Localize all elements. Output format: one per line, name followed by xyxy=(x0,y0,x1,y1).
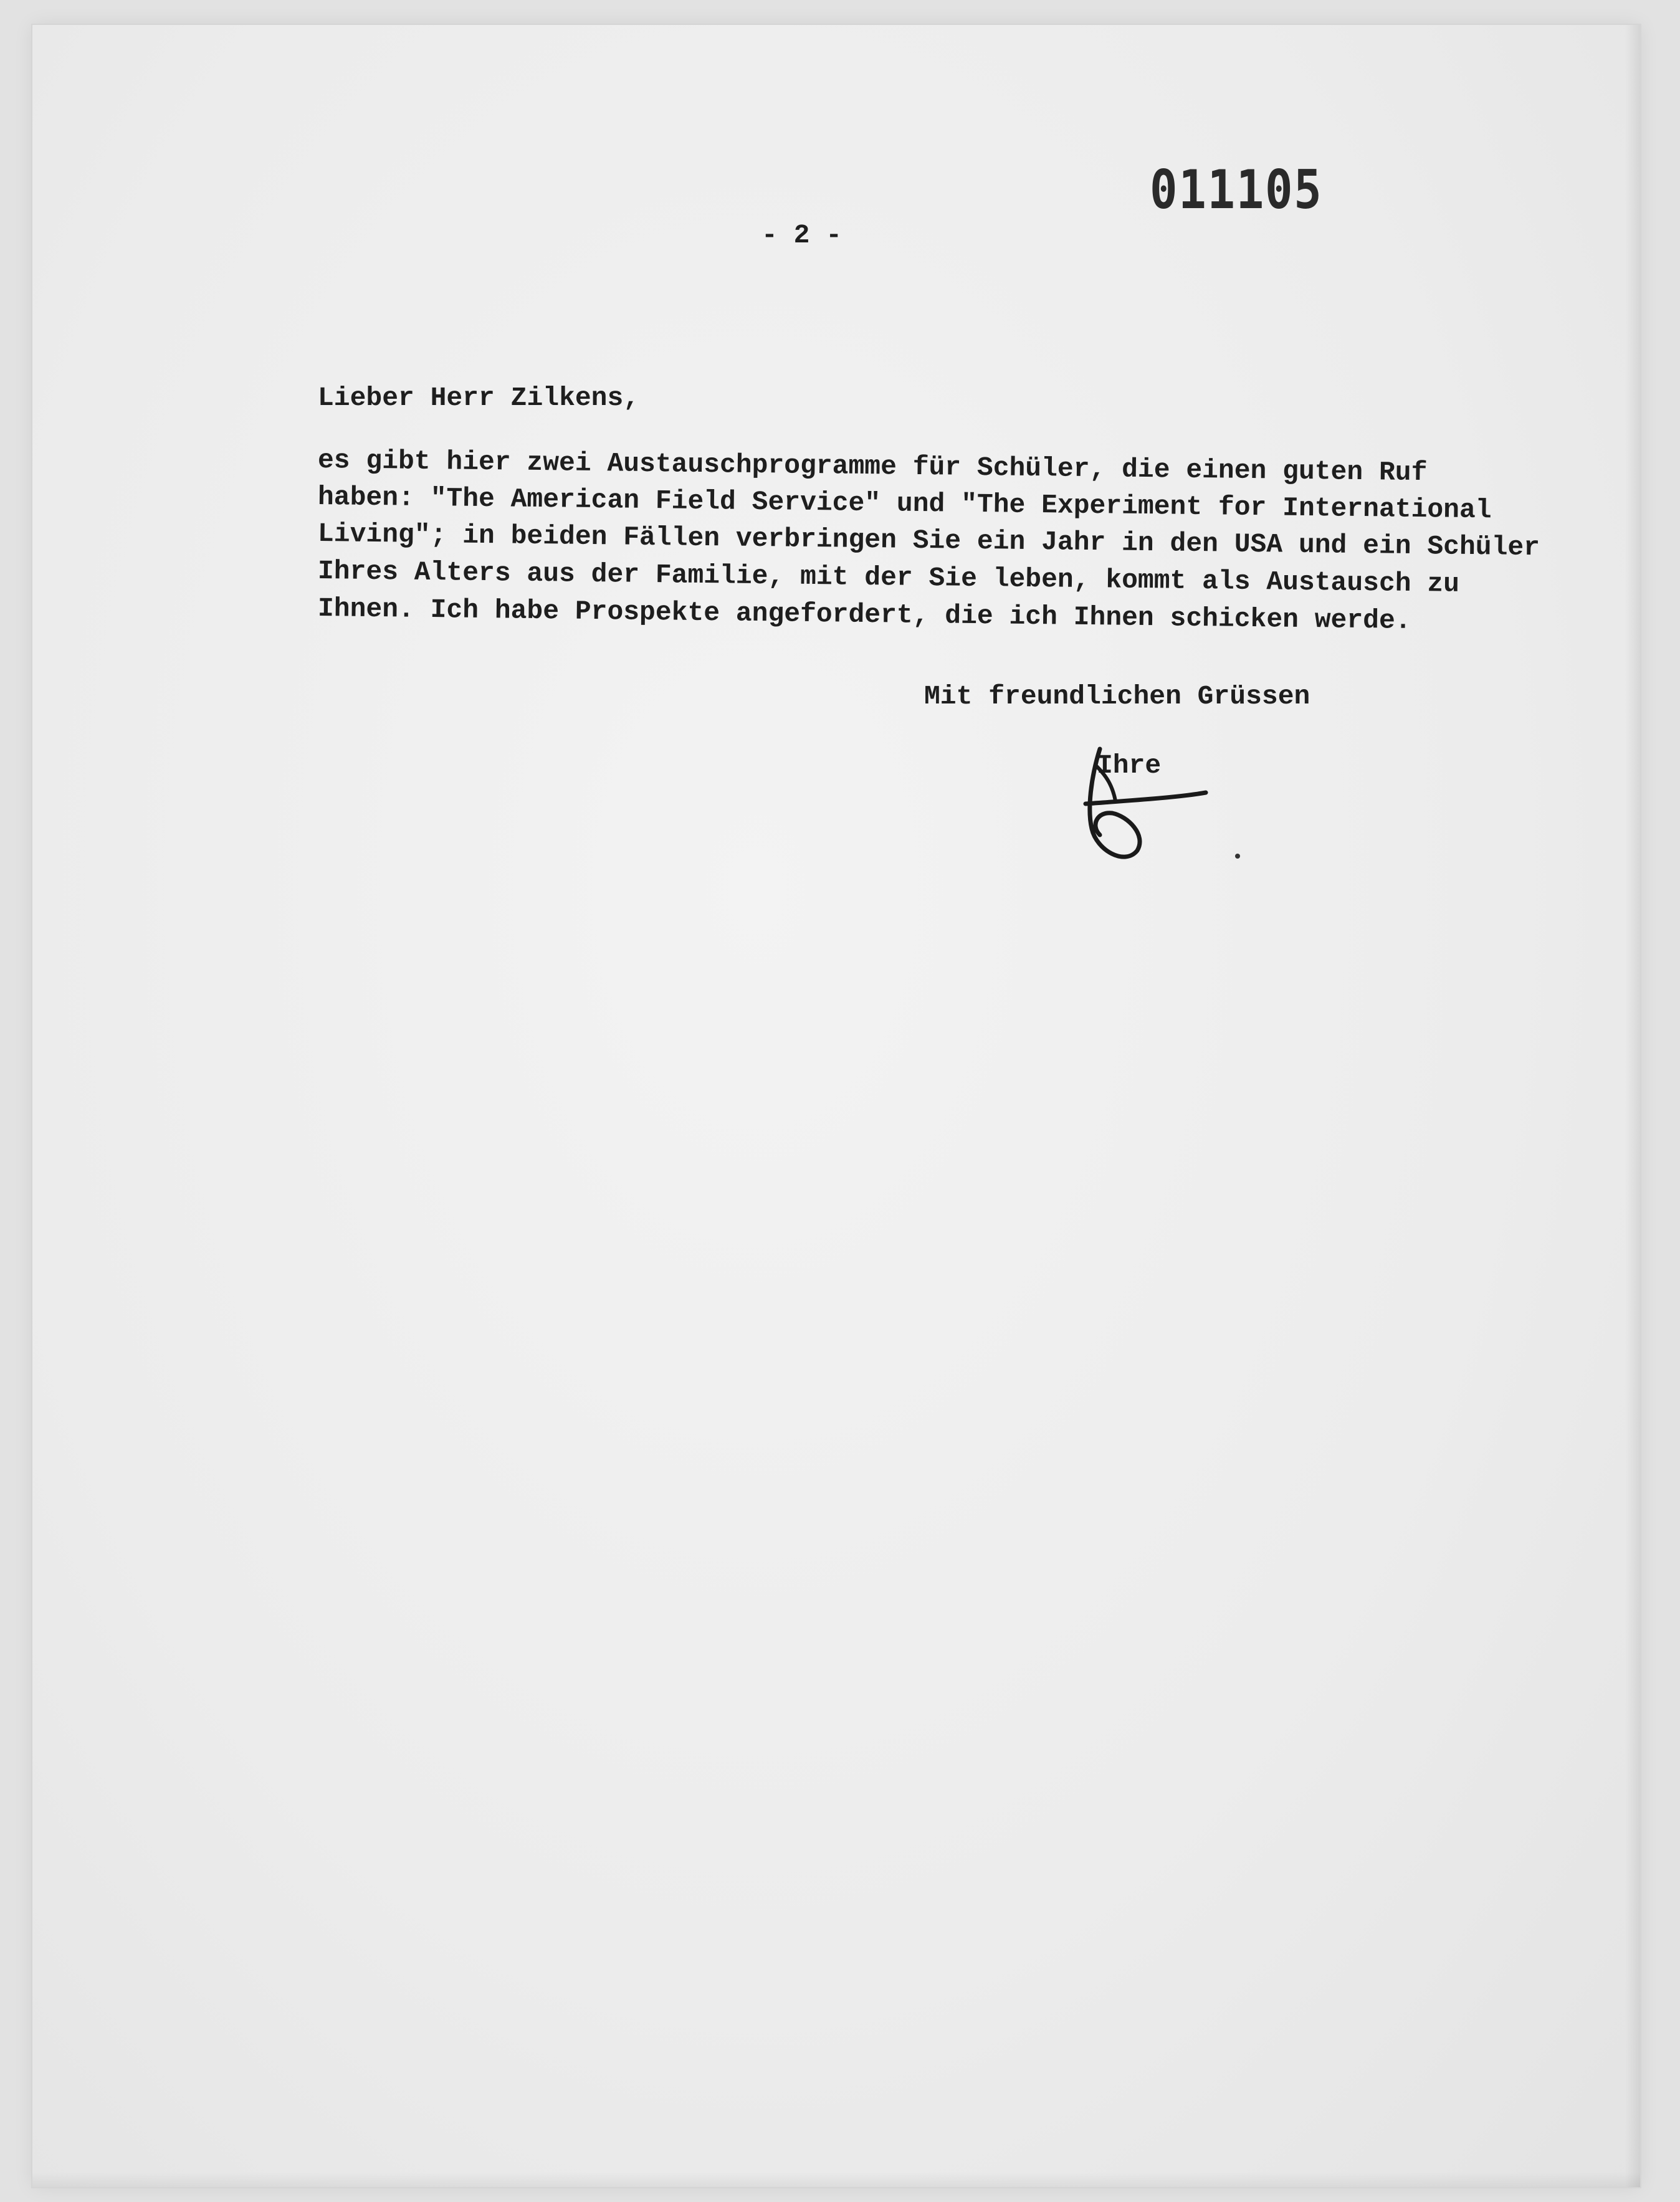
body-line: es gibt hier zwei Austauschprogramme für Schüler, die einen guten Ruf xyxy=(317,445,1428,489)
body-line: Ihnen. Ich habe Prospekte angefordert, die ich Ihnen schicken werde. xyxy=(317,593,1411,636)
closing-phrase: Mit freundlichen Grüssen xyxy=(924,681,1310,712)
salutation: Lieber Herr Zilkens, xyxy=(318,383,640,413)
page-number: - 2 - xyxy=(761,220,842,250)
sheet-edge-shadow-right xyxy=(1625,25,1640,2187)
body-line: haben: "The American Field Service" und "The Experiment for International xyxy=(317,482,1492,526)
handwritten-signature xyxy=(1053,741,1259,885)
letter-sheet xyxy=(32,25,1640,2187)
archive-number-stamp: 011105 xyxy=(1150,159,1323,221)
sheet-edge-shadow-bottom xyxy=(32,2172,1640,2187)
ink-speck xyxy=(1235,854,1240,859)
body-line: Living"; in beiden Fällen verbringen Sie ein Jahr in den USA und ein Schüler xyxy=(317,518,1540,563)
signoff-word: Ihre xyxy=(1097,750,1162,781)
body-line: Ihres Alters aus der Familie, mit der Sie leben, kommt als Austausch zu xyxy=(317,556,1460,599)
